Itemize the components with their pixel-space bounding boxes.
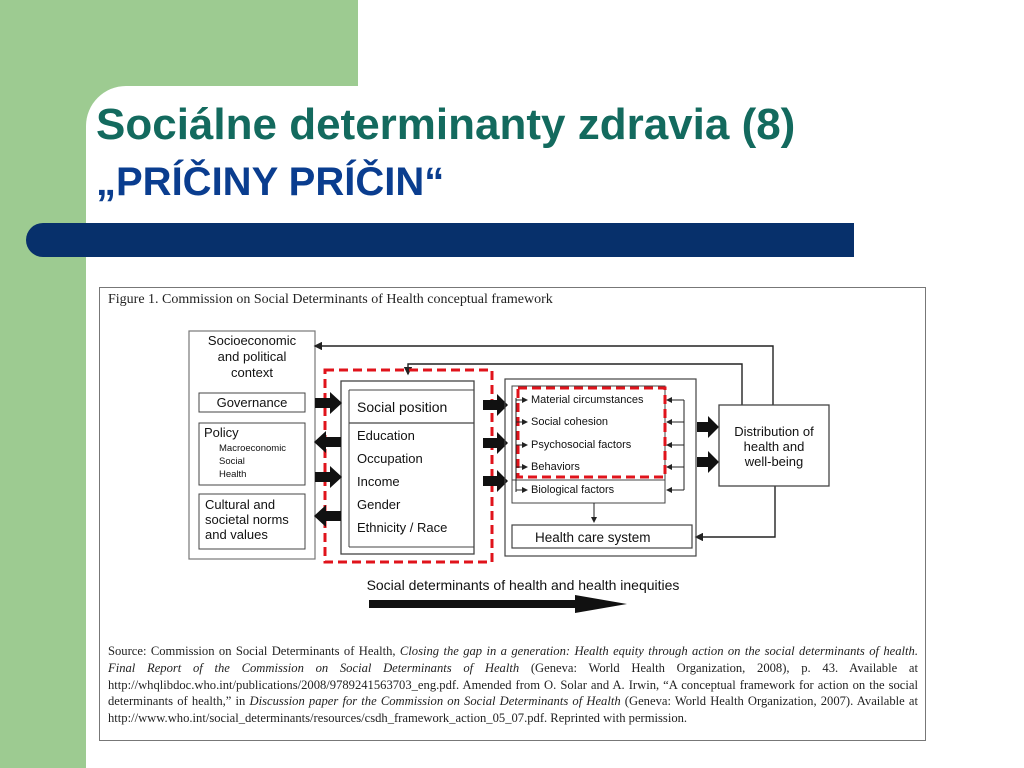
position-item: Occupation [357, 451, 423, 466]
intermediary-distribution-arrows [697, 416, 719, 473]
bottom-label: Social determinants of health and health inequities [366, 577, 680, 593]
policy-item: Social [219, 456, 245, 467]
context-heading-line: Socioeconomic [207, 333, 297, 348]
long-bottom-arrow [369, 595, 627, 613]
figure-caption: Figure 1. Commission on Social Determinants of Health conceptual framework [108, 292, 553, 307]
context-heading-line: context [231, 365, 273, 380]
intermediary-item: Biological factors [531, 484, 615, 496]
policy-label: Policy [204, 425, 239, 440]
position-item: Education [357, 428, 415, 443]
figure-source [108, 643, 918, 727]
source-text: (Geneva: World Health Organization, 2008), p. 43. Available at http://whqlibdoc.who.int/publications/2008/9789241563703_eng.pdf. Amended from O. Solar and A. Irwin, “A conceptual framework for action on the social determinants of health,” in [108, 660, 918, 709]
distribution-line: well-being [744, 454, 804, 469]
position-item: Ethnicity / Race [357, 520, 448, 535]
context-position-arrows [314, 392, 342, 527]
intermediary-item: Psychosocial factors [531, 439, 632, 451]
slide-title: Sociálne determinanty zdravia (8) [96, 100, 796, 149]
slide-subtitle: „PRÍČINY PRÍČIN“ [96, 160, 445, 204]
governance-label: Governance [216, 395, 288, 410]
cultural-line: and values [205, 527, 268, 542]
intermediary-item: Social cohesion [531, 416, 609, 428]
intermediary-item: Material circumstances [531, 394, 644, 406]
source-text: (Geneva: World Health Organization, 2007). Available at http://www.who.int/social_determinants/resources/csdh_framework_action_05_07.pdf. Reprinted with permission. [108, 694, 919, 726]
source-text: Source: Commission on Social Determinants of Health, [108, 644, 400, 658]
source-title: Discussion paper for the Commission on Social Determinants of Health [249, 694, 621, 709]
social-position-heading: Social position [357, 399, 448, 415]
position-intermediary-arrows [483, 394, 508, 492]
cultural-line: Cultural and [205, 497, 276, 512]
position-item: Income [357, 474, 400, 489]
distribution-line: health and [743, 439, 805, 454]
distribution-box [719, 405, 829, 486]
context-heading-line: and political [217, 349, 287, 364]
policy-item: Macroeconomic [219, 443, 287, 454]
intermediary-box [505, 379, 696, 556]
social-position-box [341, 381, 474, 554]
intermediary-item: Behaviors [531, 461, 580, 473]
source-title: Closing the gap in a generation: Health equity through action on the social determinants of health. Final Report of the Commission on Social Determinants of Health [108, 644, 918, 675]
distribution-line: Distribution of [734, 424, 814, 439]
health-care-system-label: Health care system [535, 530, 651, 545]
policy-item: Health [219, 469, 247, 480]
context-box [189, 331, 315, 559]
cultural-line: societal norms [205, 512, 289, 527]
position-item: Gender [357, 497, 401, 512]
